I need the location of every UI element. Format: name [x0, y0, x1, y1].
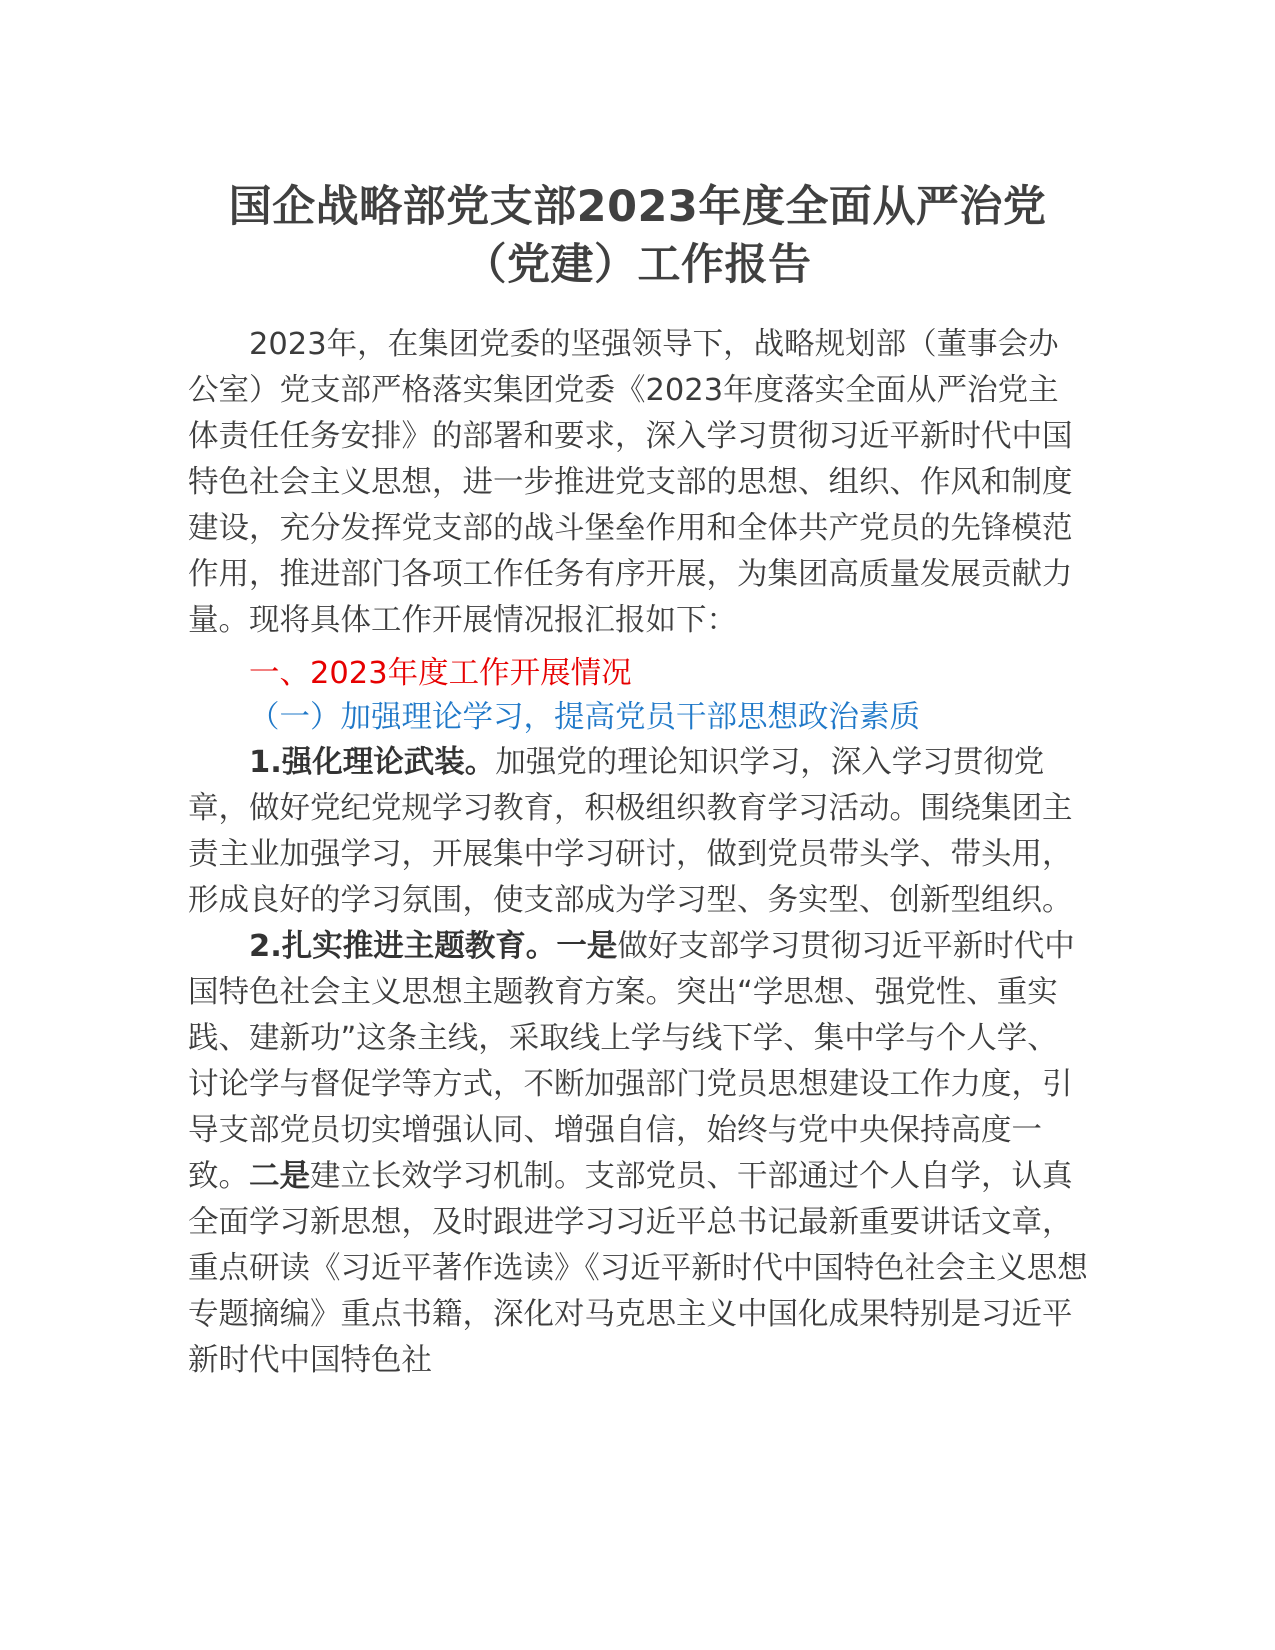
title-line-1: 国企战略部党支部2023年度全面从严治党	[228, 182, 1047, 232]
subsection-heading: （一）加强理论学习，提高党员干部思想政治素质	[249, 700, 920, 735]
item-2-point-2-text: 建立长效学习机制。支部党员、干部通过个人自学，认真全面学习新思想，及时跟进学习习近平总书记最新重要讲话文章，重点研读《习近平著作选读》《习近平新时代中国特色社会主义思想专题摘编》重点书籍，深化对马克思主义中国化成果特别是习近平新时代中国特色社	[188, 1159, 1088, 1378]
item-2-point-2-label: 二是	[249, 1159, 310, 1194]
intro-paragraph: 2023年，在集团党委的坚强领导下，战略规划部（董事会办公室）党支部严格落实集团党委《2023年度落实全面从严治党主体责任任务安排》的部署和要求，深入学习贯彻习近平新时代中国特色社会主义思想，进一步推进党支部的思想、组织、作风和制度建设，充分发挥党支部的战斗堡垒作用和全体共产党员的先锋模范作用，推进部门各项工作任务有序开展，为集团高质量发展贡献力量。现将具体工作开展情况报汇报如下：	[188, 327, 1073, 638]
document-title	[160, 178, 1115, 294]
title-line-2: （党建）工作报告	[463, 240, 812, 290]
item-2-paragraph	[188, 924, 1088, 1384]
item-1-text: 加强党的理论知识学习，深入学习贯彻党章，做好党纪党规学习教育，积极组织教育学习活动。围绕集团主责主业加强学习，开展集中学习研讨，做到党员带头学、带头用，形成良好的学习氛围，使支部成为学习型、务实型、创新型组织。	[188, 745, 1073, 918]
item-2-point-1-text: 做好支部学习贯彻习近平新时代中国特色社会主义思想主题教育方案。突出“学思想、强党性、重实践、建新功”这条主线，采取线上学与线下学、集中学与个人学、讨论学与督促学等方式，不断加强部门党员思想建设工作力度，引导支部党员切实增强认同、增强自信，始终与党中央保持高度一致。	[188, 929, 1075, 1194]
item-1-lead: 1.强化理论武装。	[249, 745, 496, 780]
item-2-point-1-label: 一是	[556, 929, 618, 964]
item-1-paragraph	[188, 740, 1088, 924]
item-2-lead: 2.扎实推进主题教育。	[249, 929, 557, 964]
document-body	[188, 322, 1088, 1384]
section-heading: 一、2023年度工作开展情况	[249, 656, 632, 691]
